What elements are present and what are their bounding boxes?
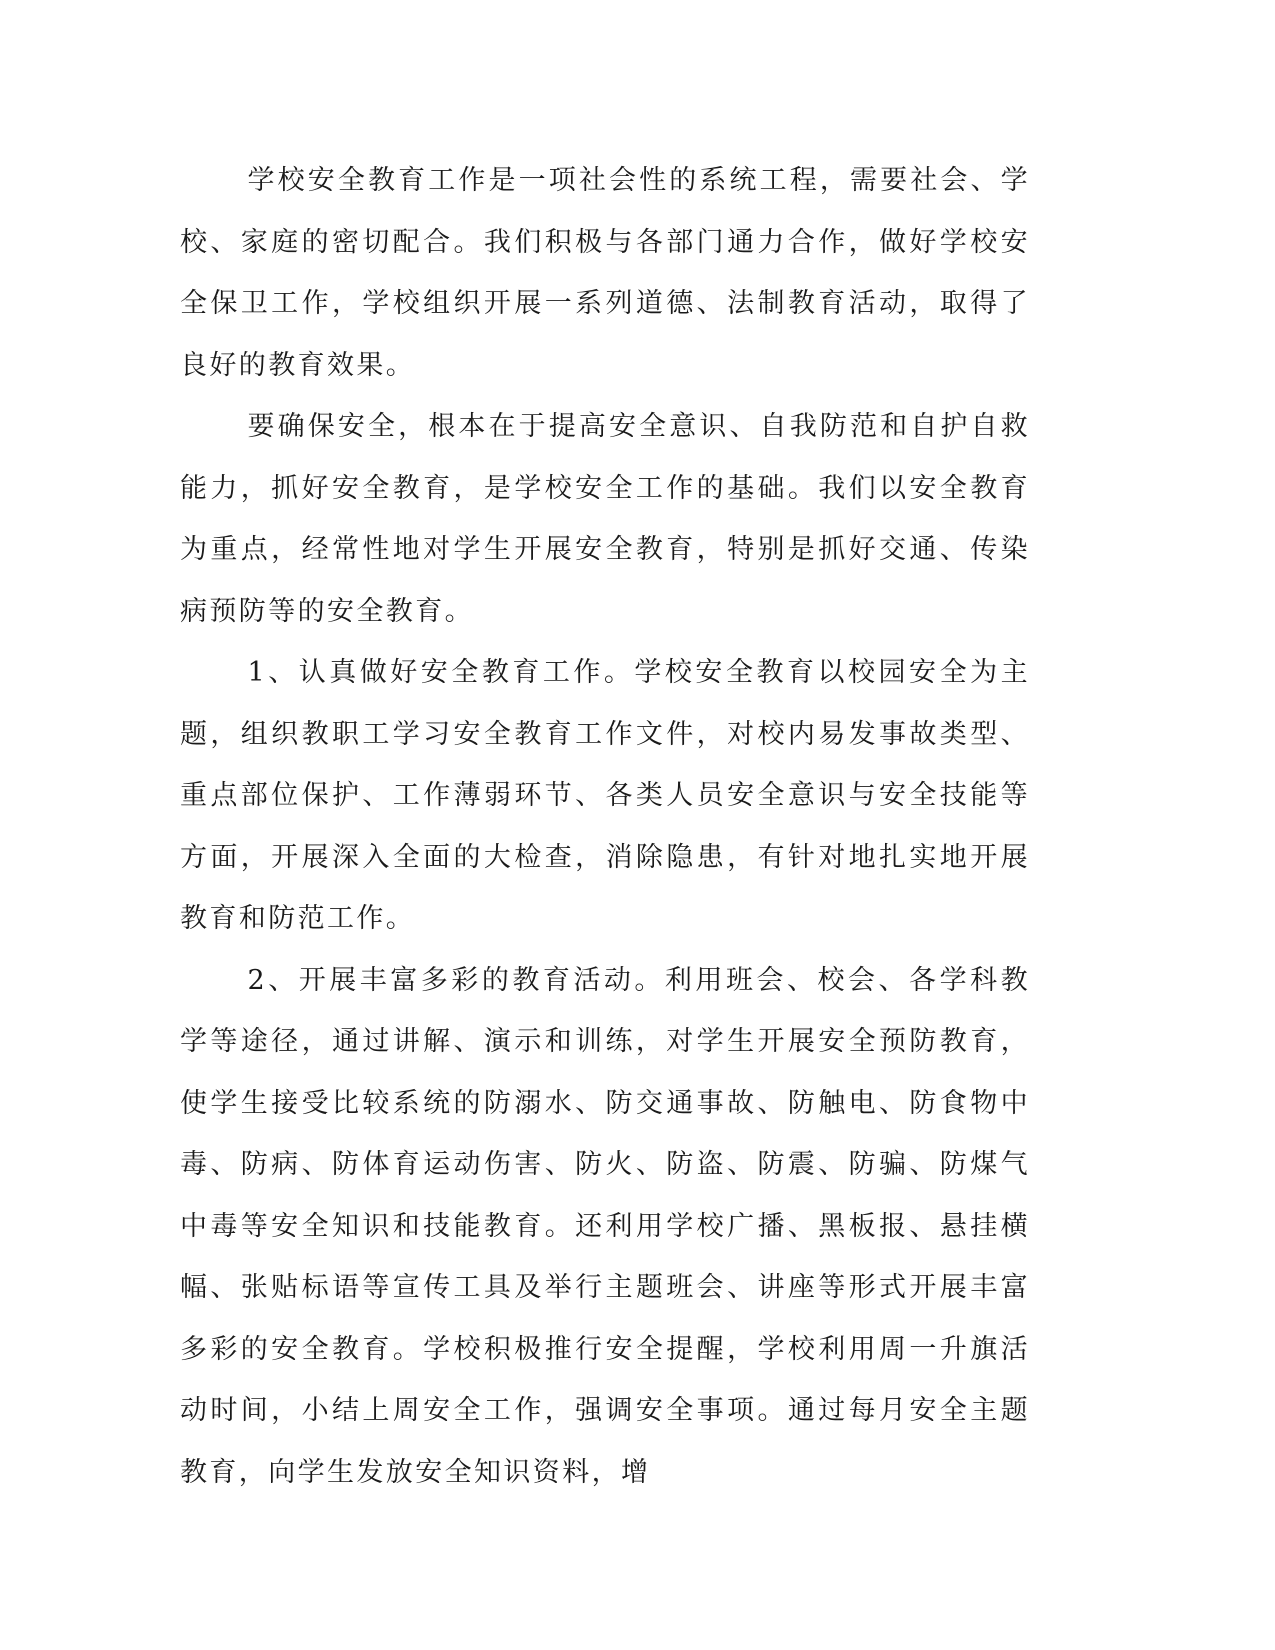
paragraph-item-2: 2、开展丰富多彩的教育活动。利用班会、校会、各学科教学等途径，通过讲解、演示和训练，对学生开展安全预防教育，使学生接受比较系统的防溺水、防交通事故、防触电、防食物中毒、防病、防体育运动伤害、防火、防盗、防震、防骗、防煤气中毒等安全知识和技能教育。还利用学校广播、黑板报、悬挂横幅、张贴标语等宣传工具及举行主题班会、讲座等形式开展丰富多彩的安全教育。学校积极推行安全提醒，学校利用周一升旗活动时间，小结上周安全工作，强调安全事项。通过每月安全主题教育，向学生发放安全知识资料，增 xyxy=(180,964,1030,1488)
document-page xyxy=(180,150,1030,1503)
paragraph-intro: 学校安全教育工作是一项社会性的系统工程，需要社会、学校、家庭的密切配合。我们积极与各部门通力合作，做好学校安全保卫工作，学校组织开展一系列道德、法制教育活动，取得了良好的教育效果。 xyxy=(180,165,1030,381)
paragraph-item-1: 1、认真做好安全教育工作。学校安全教育以校园安全为主题，组织教职工学习安全教育工作文件，对校内易发事故类型、重点部位保护、工作薄弱环节、各类人员安全意识与安全技能等方面，开展深入全面的大检查，消除隐患，有针对地扎实地开展教育和防范工作。 xyxy=(180,657,1030,934)
paragraph-safety-awareness: 要确保安全，根本在于提高安全意识、自我防范和自护自救能力，抓好安全教育，是学校安全工作的基础。我们以安全教育为重点，经常性地对学生开展安全教育，特别是抓好交通、传染病预防等的安全教育。 xyxy=(180,411,1030,627)
